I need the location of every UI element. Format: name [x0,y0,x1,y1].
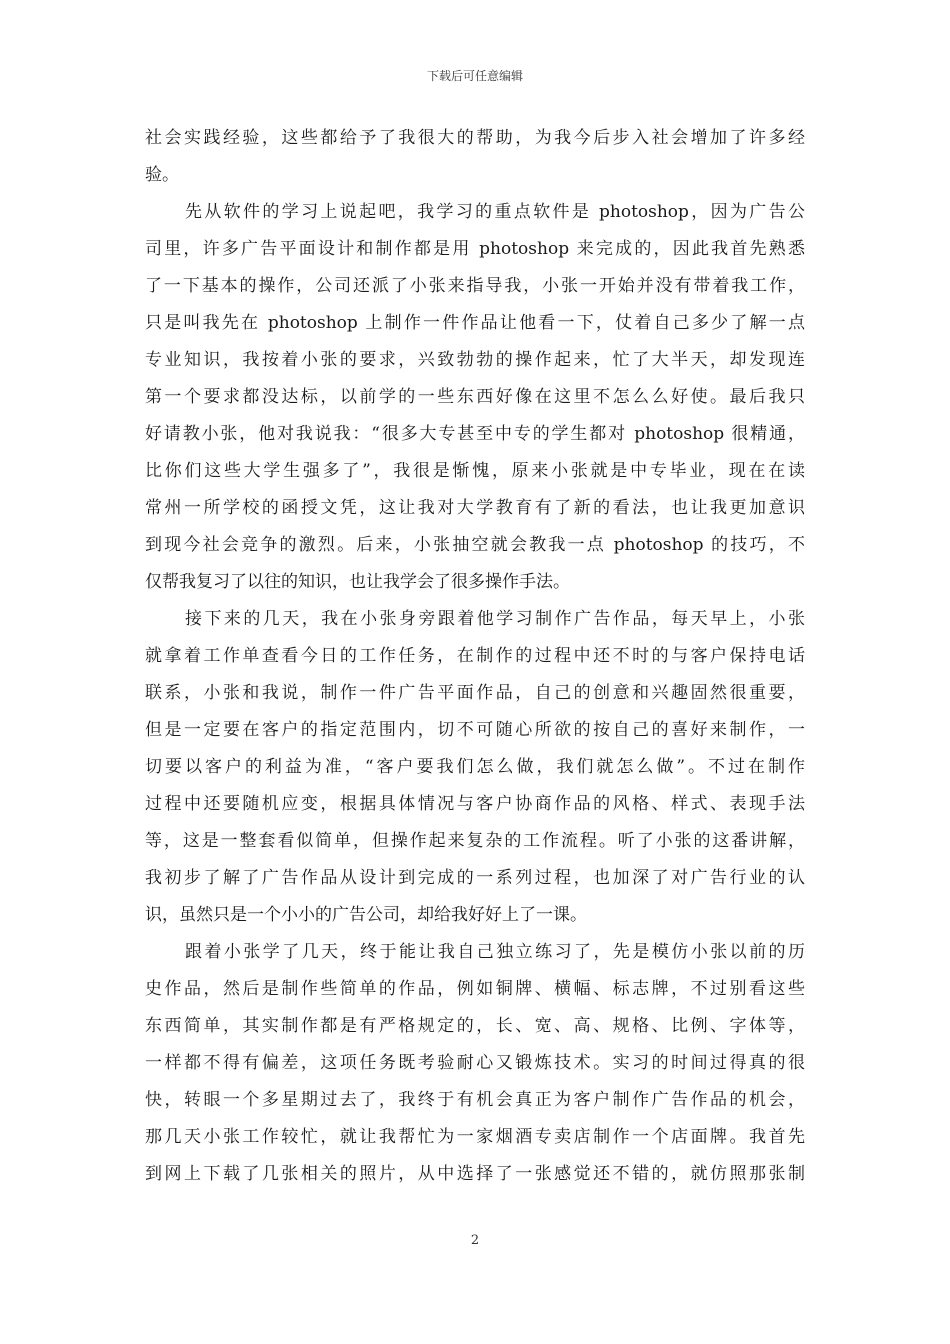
text-line: 就拿着工作单查看今日的工作任务，在制作的过程中还不时的与客户保持电话 [145,646,805,666]
text-line: 但是一定要在客户的指定范围内，切不可随心所欲的按自己的喜好来制作，一 [145,720,805,740]
text-line: 那几天小张工作较忙，就让我帮忙为一家烟酒专卖店制作一个店面牌。我首先 [145,1127,805,1147]
text-line: 好请教小张，他对我说我：“很多大专甚至中专的学生都对 photoshop 很精通， [145,424,805,444]
text-line: 一样都不得有偏差，这项任务既考验耐心又锻炼技术。实习的时间过得真的很 [145,1053,805,1073]
document-body [145,120,805,1193]
text-line: 先从软件的学习上说起吧，我学习的重点软件是 photoshop，因为广告公 [185,202,805,222]
text-line: 比你们这些大学生强多了”，我很是惭愧，原来小张就是中专毕业，现在在读 [145,461,805,481]
paragraph [145,601,805,934]
page-header: 下载后可任意编辑 [426,69,523,83]
text-line: 第一个要求都没达标，以前学的一些东西好像在这里不怎么么好使。最后我只 [145,387,805,407]
text-line: 快，转眼一个多星期过去了，我终于有机会真正为客户制作广告作品的机会， [145,1090,805,1110]
text-line: 到网上下载了几张相关的照片，从中选择了一张感觉还不错的，就仿照那张制 [145,1164,805,1184]
text-line: 跟着小张学了几天，终于能让我自己独立练习了，先是模仿小张以前的历 [185,942,805,962]
page-number: 2 [470,1233,480,1248]
text-line: 验。 [145,165,179,185]
text-line: 接下来的几天，我在小张身旁跟着他学习制作广告作品，每天早上，小张 [185,609,805,629]
text-line: 只是叫我先在 photoshop 上制作一件作品让他看一下，仗着自己多少了解一点 [145,313,805,333]
paragraph [145,934,805,1193]
text-line: 识，虽然只是一个小小的广告公司，却给我好好上了一课。 [145,905,587,925]
text-line: 社会实践经验，这些都给予了我很大的帮助，为我今后步入社会增加了许多经 [145,128,805,148]
text-line: 了一下基本的操作，公司还派了小张来指导我，小张一开始并没有带着我工作， [145,276,805,296]
paragraph [145,194,805,601]
text-line: 史作品，然后是制作些简单的作品，例如铜牌、横幅、标志牌，不过别看这些 [145,979,805,999]
text-line: 仅帮我复习了以往的知识，也让我学会了很多操作手法。 [145,572,570,592]
text-line: 我初步了解了广告作品从设计到完成的一系列过程，也加深了对广告行业的认 [145,868,805,888]
text-line: 专业知识，我按着小张的要求，兴致勃勃的操作起来，忙了大半天，却发现连 [145,350,805,370]
text-line: 常州一所学校的函授文凭，这让我对大学教育有了新的看法，也让我更加意识 [145,498,805,518]
text-line: 过程中还要随机应变，根据具体情况与客户协商作品的风格、样式、表现手法 [145,794,805,814]
text-line: 等，这是一整套看似简单，但操作起来复杂的工作流程。听了小张的这番讲解， [145,831,805,851]
text-line: 东西简单，其实制作都是有严格规定的，长、宽、高、规格、比例、字体等， [145,1016,805,1036]
text-line: 司里，许多广告平面设计和制作都是用 photoshop 来完成的，因此我首先熟悉 [145,239,805,259]
text-line: 切要以客户的利益为准，“客户要我们怎么做，我们就怎么做”。不过在制作 [145,757,805,777]
paragraph [145,120,805,194]
text-line: 联系，小张和我说，制作一件广告平面作品，自己的创意和兴趣固然很重要， [145,683,805,703]
text-line: 到现今社会竞争的激烈。后来，小张抽空就会教我一点 photoshop 的技巧，不 [145,535,805,555]
